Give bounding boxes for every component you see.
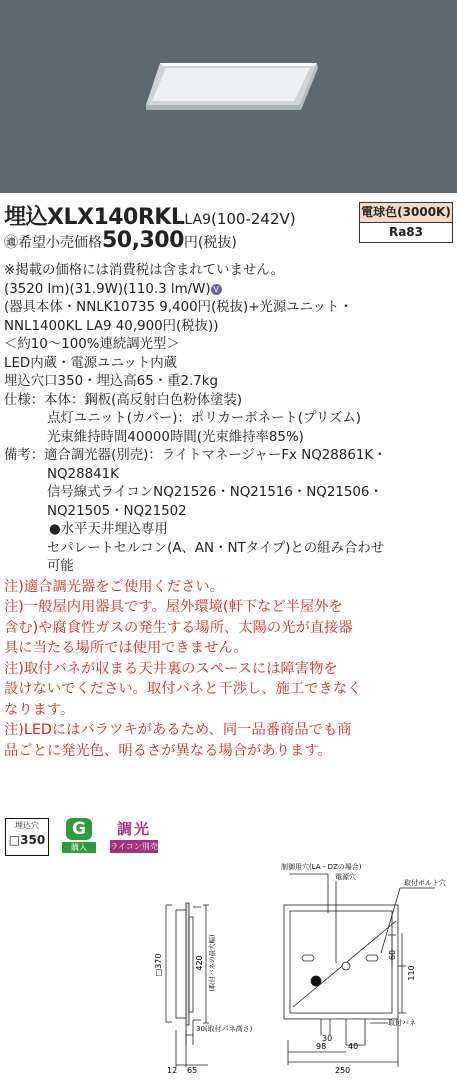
spec-line: [4, 281, 456, 300]
dim-420: 420: [195, 955, 204, 971]
spec-line: [4, 540, 456, 559]
spec-line: [4, 429, 456, 448]
spec-text: [4, 262, 456, 761]
power-hole-label: 電源穴: [335, 873, 356, 881]
model-suffix: LA9: [184, 212, 211, 228]
spec-line: [4, 262, 456, 281]
spec-line: [4, 355, 456, 374]
dim-40: 40: [348, 1042, 359, 1051]
spec-line-text: 注)一般屋内用器具です。屋外環境(軒下など半屋外を: [4, 599, 343, 615]
v-mark-icon: V: [211, 284, 222, 295]
spec-line: [4, 679, 456, 700]
spec-line-text: NNL1400KL LA9 40,900円(税抜)): [4, 318, 219, 334]
spec-line-text: 信号線式ライコンNQ21526・NQ21516・NQ21506・: [47, 485, 383, 500]
spec-line-text: ＜約10～100%連続調光型＞: [4, 337, 180, 352]
dimming-label: 調光: [116, 820, 151, 838]
spec-line: [4, 741, 456, 762]
spec-line: [4, 700, 456, 721]
dimming-sub: ライコン別売: [110, 842, 158, 851]
spec-line-text: 設けないでください。取付バネと干渉し、施工できなく: [4, 681, 362, 697]
spec-line: [4, 299, 456, 318]
feature-icons: [0, 813, 200, 855]
spec-line: [4, 336, 456, 355]
dim-12: 12: [167, 1066, 178, 1075]
dim-30: 30: [322, 1034, 333, 1043]
ceiling-light-image: [0, 0, 457, 193]
spec-line-text: セパレートセルコン(A、AN・NTタイプ)との組み合わせ: [47, 540, 385, 556]
spec-line-text: なります。: [4, 701, 75, 718]
price-unit: 円(税抜): [183, 235, 237, 251]
ra-badge: Ra83: [359, 223, 453, 243]
spec-line-text: 含む)や腐食性ガスの発生する場所、太陽の光が直接器: [4, 619, 353, 636]
spec-line: [4, 597, 456, 618]
spec-line-text: ●水平天井埋込専用: [49, 522, 168, 537]
spec-line-text: NQ28841K: [47, 466, 119, 482]
price-row: [4, 228, 237, 253]
spec-line-text: LED内蔵・電源ユニット内蔵: [4, 355, 177, 371]
side-view: [166, 903, 209, 1067]
model-number: 埋込XLX140RKL: [4, 205, 185, 230]
control-hole-mark: [311, 976, 321, 986]
control-hole-label: 制御用穴(LA・DZの場合): [281, 863, 362, 871]
bolt-hole-label: 取付ボルト穴: [404, 879, 446, 887]
green-mark: G: [66, 818, 92, 840]
spec-badges: [359, 202, 453, 243]
spring-max-label: (取付バネの最大幅): [208, 934, 216, 992]
spec-line: [4, 720, 456, 741]
spec-line: [4, 521, 456, 540]
dim-250: 250: [335, 1066, 351, 1075]
spec-line-text: 仕様：本体：鋼板(高反射白色粉体塗装): [4, 392, 243, 408]
spec-line: [4, 638, 456, 659]
dimension-drawing: [0, 855, 457, 1078]
spec-line: [4, 484, 456, 503]
green-purchase-icon: [62, 818, 96, 853]
price-value: 50,300: [102, 228, 184, 253]
cutout-icon: [5, 818, 49, 856]
spec-line: [4, 392, 456, 411]
spec-line: [4, 503, 456, 522]
color-temperature-badge: 電球色(3000K): [359, 202, 453, 223]
spec-line-text: 注)適合調光器をご使用ください。: [4, 578, 225, 595]
voltage: (100-242V): [210, 210, 296, 228]
dimension-svg: [0, 855, 457, 1078]
product-photo: [0, 0, 457, 193]
spec-line-text: 可能: [47, 559, 74, 574]
spec-line: [4, 410, 456, 429]
dim-65: 65: [187, 1066, 198, 1075]
spec-line-text: NQ21505・NQ21502: [47, 503, 187, 519]
cutout-value: □350: [8, 833, 46, 847]
spring-label: 取付バネ: [388, 1019, 416, 1027]
spec-line-text: 注)取付バネが収まる天井裏のスペースには障害物を: [4, 660, 338, 677]
spec-line: [4, 659, 456, 680]
spec-line: [4, 577, 456, 598]
dim-370: □370: [154, 953, 163, 977]
spec-line-text: 光束維持時間40000時間(光束維持率85%): [47, 429, 304, 445]
dim-60: 60: [388, 949, 397, 961]
green-label: 購入: [62, 842, 96, 853]
spec-line-text: (器具本体・NNLK10735 9,400円(税抜)+光源ユニット・: [4, 300, 353, 315]
spec-line: [4, 618, 456, 639]
spec-line-text: 注)LEDにはバラツキがあるため、同一品番商品でも商: [4, 722, 352, 738]
spec-line-text: 具に当たる場所では使用できません。: [4, 640, 248, 656]
spec-line: [4, 558, 456, 577]
spec-line: [4, 373, 456, 392]
cutout-label: 埋込穴: [15, 821, 39, 830]
dimming-icon: [110, 818, 158, 853]
product-title: [4, 200, 296, 231]
price-label: 希望小売価格: [18, 235, 102, 251]
dim-110: 110: [407, 965, 416, 981]
spec-line: [4, 466, 456, 485]
spec-line-text: ※掲載の価格には消費税は含まれていません。: [4, 263, 284, 278]
spec-line-text: 点灯ユニット(カバー)：ポリカーボネート(プリズム): [47, 411, 362, 426]
spec-line-text: (3520 lm)(31.9W)(110.3 lm/W): [4, 281, 211, 297]
price-mark: ㊜: [4, 235, 18, 251]
spring-height-label: 30(取付バネ高さ): [196, 1025, 253, 1033]
spec-line: [4, 447, 456, 466]
spec-line: [4, 318, 456, 337]
spec-line-text: 品ごとに発光色、明るさが異なる場合があります。: [4, 742, 332, 759]
dim-98: 98: [316, 1042, 327, 1051]
spec-line-text: 備考：適合調光器(別売)：ライトマネージャーFx NQ28861K・: [4, 448, 387, 463]
spec-line-text: 埋込穴口350・埋込高65・重2.7kg: [4, 374, 219, 389]
